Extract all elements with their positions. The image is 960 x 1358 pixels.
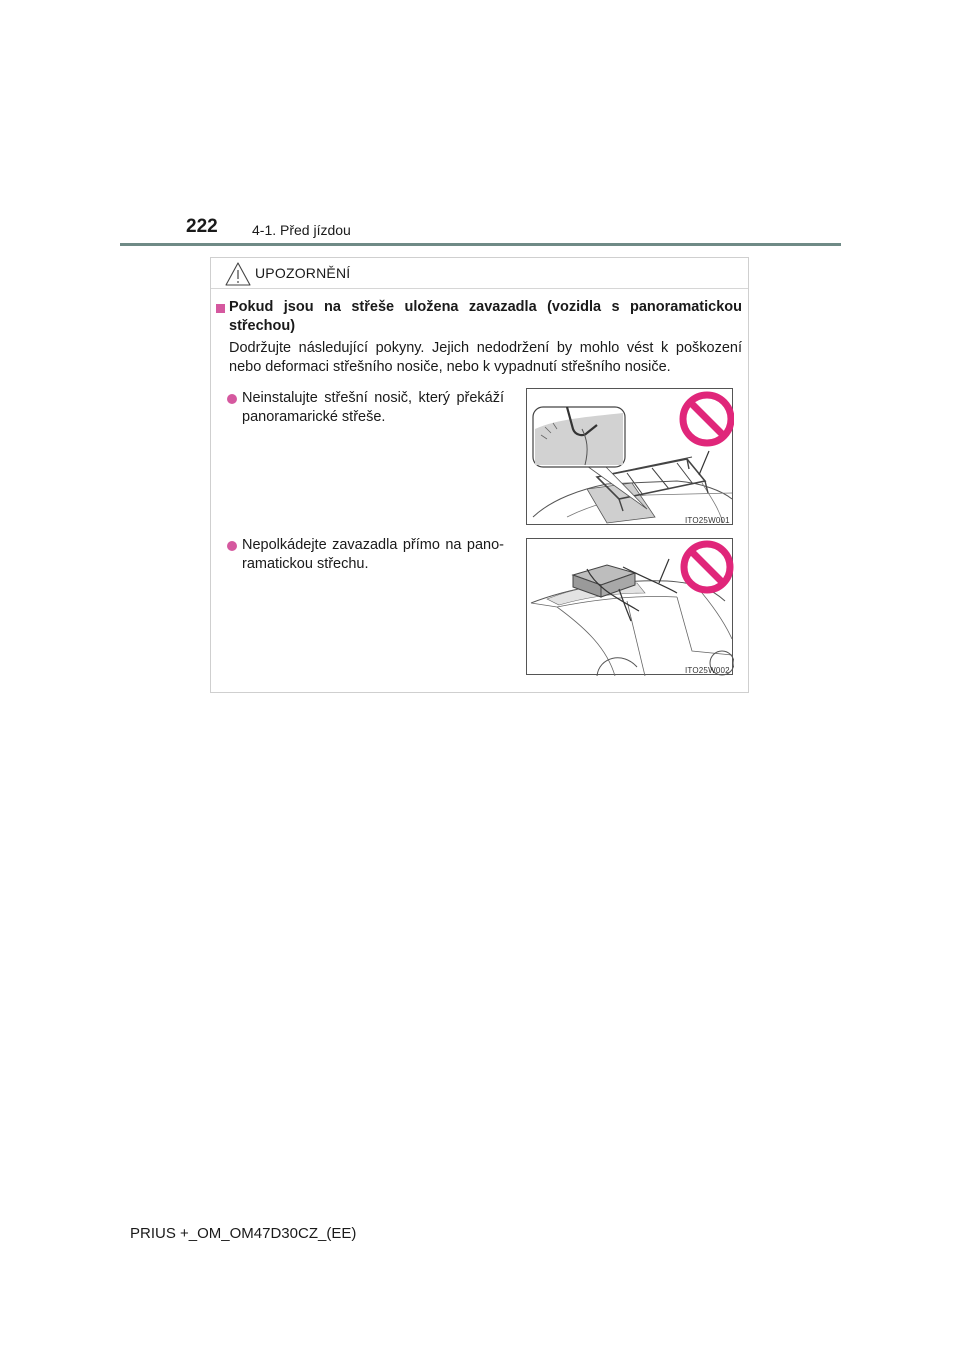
figure-code: ITO25W001 (685, 516, 730, 525)
circle-bullet (227, 541, 237, 551)
item-text: Neinstalujte střešní nosič, který překáží panoramarické střeše. (242, 390, 504, 425)
square-bullet (216, 304, 225, 313)
page-number: 222 (186, 216, 218, 237)
header-rule (120, 243, 841, 246)
roof-rack-illustration (526, 388, 733, 525)
caution-heading: Pokud jsou na střeše uložena zavazadla (vozidla s panoramatickou střechou) (229, 299, 742, 334)
caution-label: UPOZORNĚNÍ (255, 265, 351, 281)
circle-bullet (227, 394, 237, 404)
document-code: PRIUS +_OM_OM47D30CZ_(EE) (130, 1225, 357, 1242)
warning-icon (225, 262, 251, 286)
item-text: Nepolkádejte zavazadla přímo na pano-ramatickou střechu. (242, 537, 504, 572)
section-title: 4-1. Před jízdou (252, 222, 351, 238)
figure-code: ITO25W002 (685, 666, 730, 675)
caution-body: Dodržujte následující pokyny. Jejich nedodržení by mohlo vést k poškození nebo deformaci střešního nosiče, nebo k vypadnutí střešního nosiče. (229, 340, 742, 375)
luggage-illustration (526, 538, 733, 675)
caution-header (211, 258, 748, 289)
caution-box (210, 257, 749, 693)
